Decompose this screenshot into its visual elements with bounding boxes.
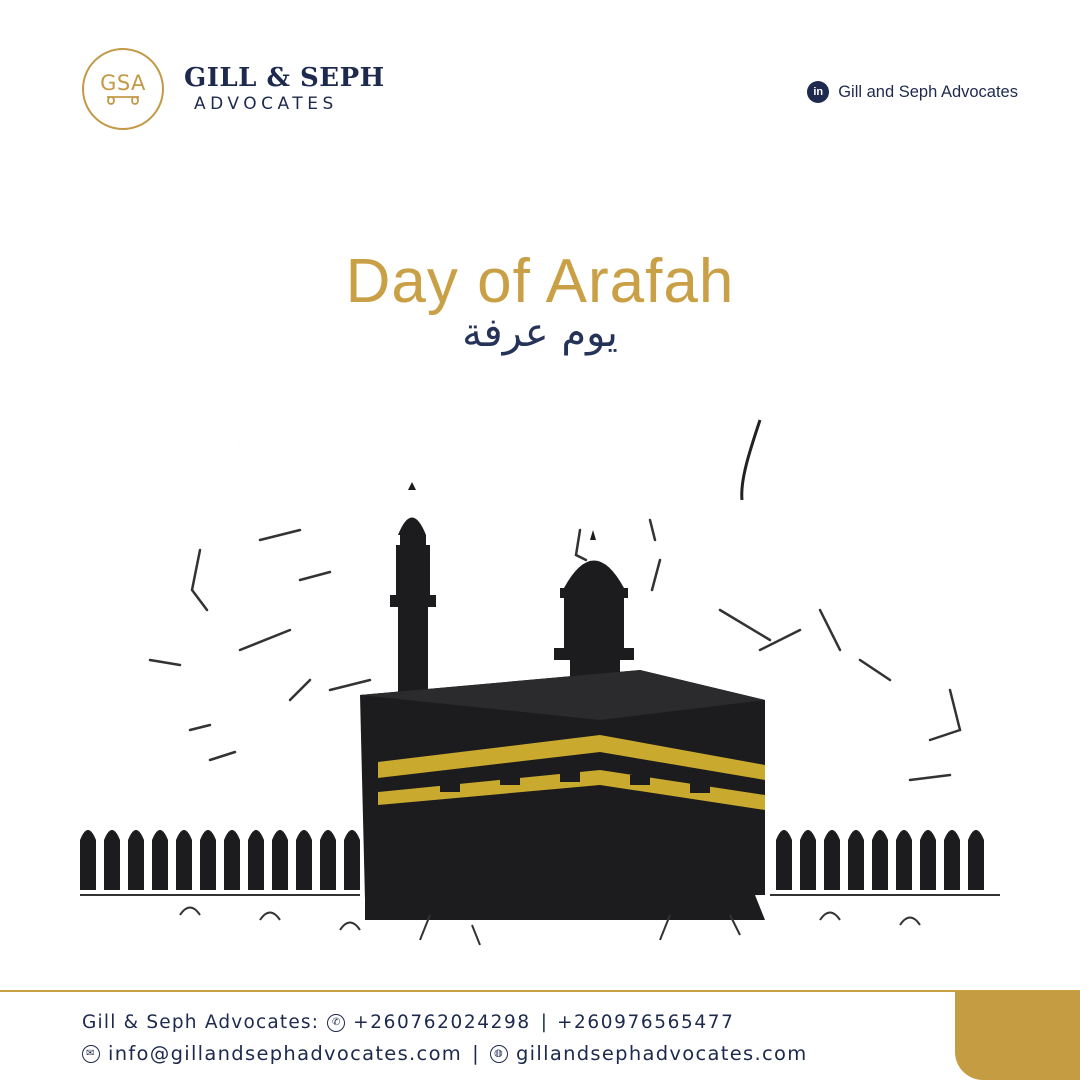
email-icon: ✉ [82,1045,100,1063]
brand-tagline: ADVOCATES [194,94,338,115]
kaaba-illustration [60,400,1020,980]
footer-phone-row [82,1012,735,1033]
footer-contact-row [82,1042,808,1065]
kaaba-body [360,670,765,920]
footer-divider [0,990,1080,992]
footer-corner-accent [955,991,1080,1080]
brand-name: GILL & SEPH [184,62,385,93]
minaret-left [390,482,436,697]
separator: | [472,1042,480,1065]
separator: | [540,1012,547,1033]
footer-label: Gill & Seph Advocates: [82,1012,320,1033]
linkedin-handle: Gill and Seph Advocates [838,82,1018,101]
globe-icon: ◍ [490,1045,508,1063]
linkedin-link[interactable] [807,81,1018,103]
arcade-left [80,830,360,890]
phone-icon: ✆ [327,1014,345,1032]
phone-number-2[interactable]: +260976565477 [556,1012,735,1033]
linkedin-icon: in [807,81,829,103]
website-link[interactable]: gillandsephadvocates.com [515,1042,808,1065]
arcade-right [776,830,984,890]
monogram-text: GSA [100,70,146,95]
monogram-ornament-icon [103,94,143,106]
page-title: Day of Arafah [345,247,735,316]
gsa-monogram [82,48,164,130]
dome-tower [554,530,634,690]
email-link[interactable]: info@gillandsephadvocates.com [108,1042,463,1065]
arabic-title: يوم عرفة [462,310,618,356]
brand-logo [82,48,385,130]
phone-number-1[interactable]: +260762024298 [353,1012,531,1033]
